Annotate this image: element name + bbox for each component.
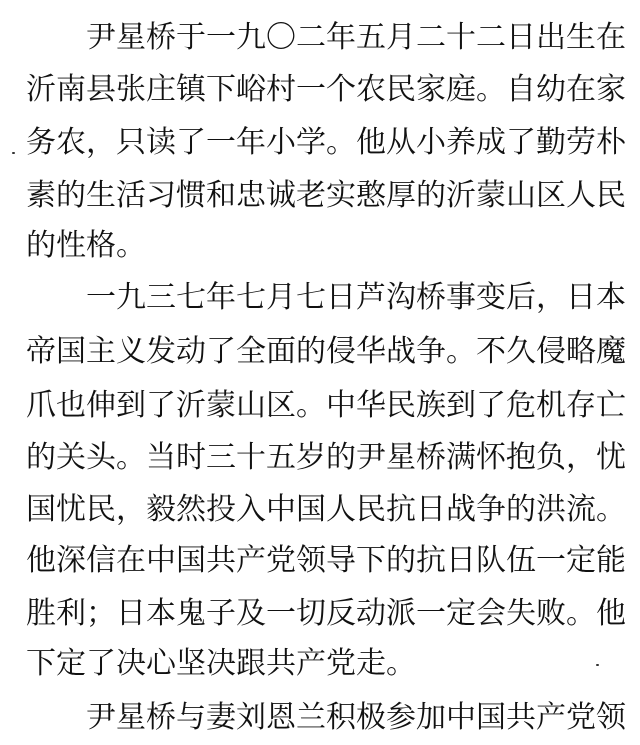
scan-speck [596,664,599,666]
paragraph-2-line-7: 胜利；日本鬼子及一切反动派一定会失败。他 [26,596,626,631]
paragraph-3-line-1: 尹星桥与妻刘恩兰积极参加中国共产党领 [86,700,626,735]
paragraph-2-line-1: 一九三七年七月七日芦沟桥事变后，日本 [86,280,626,315]
paragraph-1-line-2: 沂南县张庄镇下峪村一个农民家庭。自幼在家 [26,72,626,107]
paragraph-1-line-1: 尹星桥于一九〇二年五月二十二日出生在 [86,20,626,55]
paragraph-1-line-5: 的性格。 [26,228,146,263]
paragraph-2-line-3: 爪也伸到了沂蒙山区。中华民族到了危机存亡 [26,388,626,423]
paragraph-1-line-4: 素的生活习惯和忠诚老实憨厚的沂蒙山区人民 [26,178,626,213]
paragraph-2-line-5: 国忧民，毅然投入中国人民抗日战争的洪流。 [26,492,626,527]
paragraph-1-line-3: 务农，只读了一年小学。他从小养成了勤劳朴 [26,125,626,160]
paragraph-2-line-6: 他深信在中国共产党领导下的抗日队伍一定能 [26,543,626,578]
scan-speck [12,152,15,154]
paragraph-2-line-2: 帝国主义发动了全面的侵华战争。不久侵略魔 [26,334,626,369]
paragraph-2-line-4: 的关头。当时三十五岁的尹星桥满怀抱负，忧 [26,440,626,475]
paragraph-2-line-8: 下定了决心坚决跟共产党走。 [26,646,416,681]
